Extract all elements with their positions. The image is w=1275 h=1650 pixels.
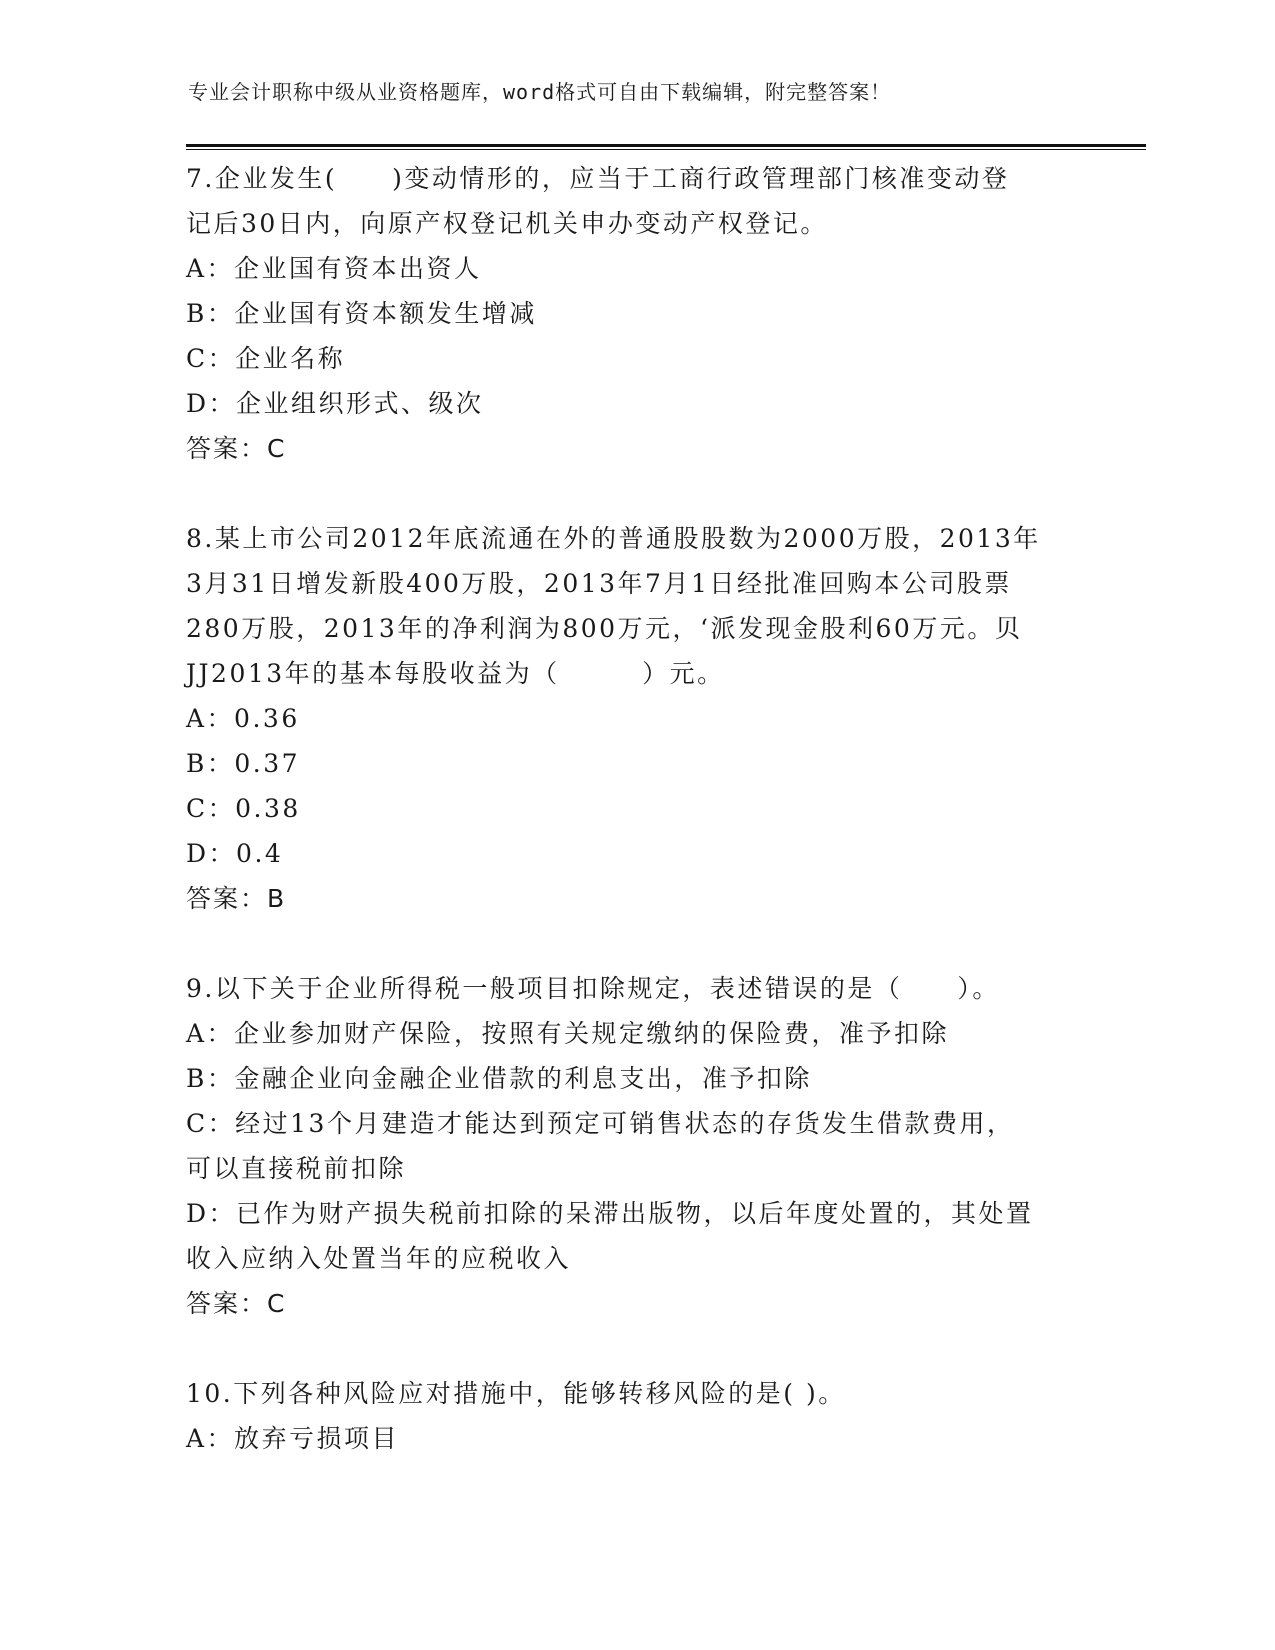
option-b: B：0.37 (186, 749, 301, 778)
question-9 (186, 966, 1106, 1326)
question-stem-line: 10.下列各种风险应对措施中，能够转移风险的是( )。 (186, 1379, 846, 1408)
option-a: A：放弃亏损项目 (186, 1424, 400, 1453)
page-header: 专业会计职称中级从业资格题库，word格式可自由下载编辑，附完整答案！ (188, 80, 892, 104)
question-7 (186, 156, 1106, 471)
option-d: D：已作为财产损失税前扣除的呆滞出版物，以后年度处置的，其处置 (186, 1199, 1034, 1228)
option-d-continued: 收入应纳入处置当年的应税收入 (186, 1244, 572, 1273)
question-stem-line: 7.企业发生( )变动情形的，应当于工商行政管理部门核准变动登 (186, 164, 1010, 193)
option-a: A：企业国有资本出资人 (186, 254, 482, 283)
spacer (186, 471, 1106, 516)
answer-line: 答案：B (186, 884, 287, 913)
option-d: D：企业组织形式、级次 (186, 389, 484, 418)
answer-line: 答案：C (186, 1289, 287, 1318)
question-list (186, 156, 1106, 1461)
option-c: C：经过13个月建造才能达到预定可销售状态的存货发生借款费用， (186, 1109, 1015, 1138)
option-a: A：0.36 (186, 704, 300, 733)
question-stem-line: JJ2013年的基本每股收益为（ ）元。 (186, 659, 725, 688)
spacer (186, 1326, 1106, 1371)
option-a: A：企业参加财产保险，按照有关规定缴纳的保险费，准予扣除 (186, 1019, 950, 1048)
question-stem-line: 9.以下关于企业所得税一般项目扣除规定，表述错误的是（ ）。 (186, 974, 1000, 1003)
question-stem-line: 3月31日增发新股400万股，2013年7月1日经批准回购本公司股票 (186, 569, 1012, 598)
question-stem-line: 8.某上市公司2012年底流通在外的普通股股数为2000万股，2013年 (186, 524, 1041, 553)
option-b: B：金融企业向金融企业借款的利息支出，准予扣除 (186, 1064, 812, 1093)
question-stem-line: 280万股，2013年的净利润为800万元，‘派发现金股利60万元。贝 (186, 614, 1023, 643)
question-stem-line: 记后30日内，向原产权登记机关申办变动产权登记。 (186, 209, 828, 238)
question-8 (186, 516, 1106, 921)
option-c-continued: 可以直接税前扣除 (186, 1154, 407, 1183)
spacer (186, 921, 1106, 966)
question-10 (186, 1371, 1106, 1461)
option-c: C：0.38 (186, 794, 301, 823)
option-d: D：0.4 (186, 839, 284, 868)
option-b: B：企业国有资本额发生增减 (186, 299, 537, 328)
header-divider (186, 144, 1146, 150)
answer-line: 答案：C (186, 434, 287, 463)
option-c: C：企业名称 (186, 344, 346, 373)
